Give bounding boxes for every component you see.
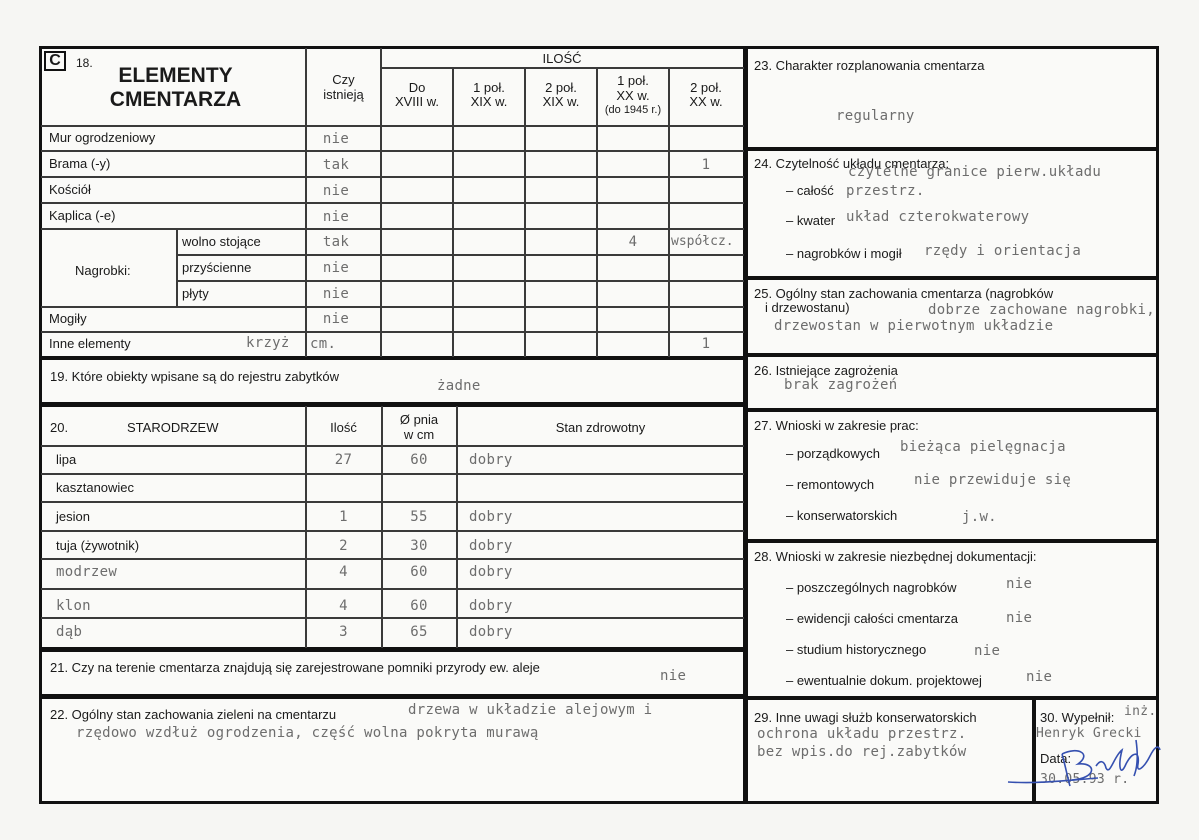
s28-item-4-label: – ewentualnie dokum. projektowej <box>786 673 982 688</box>
grid-line <box>41 176 744 178</box>
s27-kons-value: j.w. <box>962 509 997 525</box>
wolno-note: współcz. <box>671 234 734 249</box>
col-exists-line1: Czy <box>332 72 355 87</box>
tree-health: dobry <box>469 624 513 640</box>
s28-item-4-value: nie <box>1026 669 1053 685</box>
s27-rem-value: nie przewiduje się <box>914 472 1072 488</box>
tree-name: lipa <box>56 452 77 467</box>
grid-line <box>456 406 458 648</box>
qty-inne-p5: 1 <box>701 336 711 352</box>
exists-kosciol: nie <box>322 183 350 199</box>
tree-name: klon <box>56 598 91 614</box>
s22-value-line1: drzewa w układzie alejowym i <box>408 702 653 718</box>
s19-value: żadne <box>437 378 481 394</box>
s24-label: 24. Czytelność układu cmentarza: <box>754 156 950 171</box>
grid-line <box>41 588 744 590</box>
trees-title: STARODRZEW <box>127 420 219 435</box>
period-3-l2: XIX w. <box>542 94 580 109</box>
tree-diam: 60 <box>410 564 428 580</box>
grid-line <box>177 280 744 282</box>
s24-calosc-label: – całość <box>786 183 834 198</box>
s23-value: regularny <box>836 108 915 124</box>
tree-qty: 4 <box>339 564 348 580</box>
grid-line <box>668 68 670 357</box>
grid-line <box>41 501 744 503</box>
row-label-kosciol: Kościół <box>49 182 91 197</box>
period-header-3 <box>525 81 597 109</box>
exists-mur: nie <box>322 131 350 147</box>
grid-line <box>41 306 744 308</box>
s28-item-1-label: – poszczególnych nagrobków <box>786 580 957 595</box>
exists-kaplica: nie <box>322 209 350 225</box>
tree-qty: 1 <box>339 509 348 525</box>
period-2-l1: 1 poł. <box>473 80 505 95</box>
s28-item-2-value: nie <box>1006 610 1033 626</box>
period-1-l2: XVIII w. <box>394 94 440 109</box>
grid-line <box>41 473 744 475</box>
tree-qty: 4 <box>339 598 348 614</box>
s30-filled-name: Henryk Grecki <box>1036 726 1142 741</box>
grid-line <box>381 67 744 69</box>
s21-value: nie <box>660 668 687 684</box>
period-header-1 <box>381 81 453 109</box>
s25-value-line1: dobrze zachowane nagrobki, <box>928 302 1155 318</box>
row-label-kaplica: Kaplica (-e) <box>49 208 116 223</box>
s24-nagrobkow-label: – nagrobków i mogił <box>786 246 902 261</box>
trees-col-qty: Ilość <box>330 420 357 435</box>
s24-nagrobkow-value: rzędy i orientacja <box>924 243 1082 259</box>
s29-value-line2: bez wpis.do rej.zabytków <box>757 744 967 760</box>
s24-kwater-value: układ czterokwaterowy <box>846 209 1030 225</box>
row-label-plyty: płyty <box>182 286 209 301</box>
grid-line <box>41 558 744 560</box>
period-5-l1: 2 poł. <box>690 80 722 95</box>
exists-wolno: tak <box>322 234 350 250</box>
s23-label: 23. Charakter rozplanowania cmentarza <box>754 58 985 73</box>
s29-value-line1: ochrona układu przestrz. <box>757 726 967 742</box>
row-label-przyscienne: przyścienne <box>182 260 252 275</box>
col-exists-header <box>306 72 381 102</box>
period-3-l1: 2 poł. <box>545 80 577 95</box>
row-label-nagrobki: Nagrobki: <box>75 263 131 278</box>
tree-qty: 2 <box>339 538 348 554</box>
grid-line <box>41 445 744 447</box>
s28-item-2-label: – ewidencji całości cmentarza <box>786 611 958 626</box>
s21-label: 21. Czy na terenie cmentarza znajdują się zarejestrowane pomniki przyrody ew. aleje <box>50 660 540 675</box>
tree-name: modrzew <box>56 564 118 580</box>
s28-item-3-label: – studium historycznego <box>786 642 927 657</box>
grid-line <box>41 202 744 204</box>
exists-mogily: nie <box>322 311 350 327</box>
trees-number: 20. <box>50 420 69 435</box>
s27-rem-label: – remontowych <box>786 477 875 492</box>
s29-label: 29. Inne uwagi służb konserwatorskich <box>754 710 977 725</box>
tree-health: dobry <box>469 598 513 614</box>
tree-name: jesion <box>56 509 90 524</box>
s24-kwater-label: – kwater <box>786 213 836 228</box>
grid-line <box>176 228 178 306</box>
grid-line <box>41 617 744 619</box>
s30-date-value: 30.05.93 r. <box>1040 772 1130 787</box>
s27-porz-label: – porządkowych <box>786 446 880 461</box>
section-title-line2: CMENTARZA <box>109 88 242 111</box>
exists-brama: tak <box>322 157 350 173</box>
s27-porz-value: bieżąca pielęgnacja <box>900 439 1066 455</box>
trees-col-diam-line2: w cm <box>403 427 435 442</box>
tree-diam: 30 <box>410 538 428 554</box>
exists-przyscienne: nie <box>322 260 350 276</box>
s27-kons-label: – konserwatorskich <box>786 508 898 523</box>
tree-health: dobry <box>469 538 513 554</box>
s25-label-line2: i drzewostanu) <box>765 300 850 315</box>
col-exists-line2: istnieją <box>323 87 364 102</box>
tree-diam: 65 <box>410 624 428 640</box>
section-title-line1: ELEMENTY <box>118 64 233 87</box>
grid-line <box>452 68 454 357</box>
s24-calosc-value-line1: czytelne granice pierw.układu <box>848 164 1102 180</box>
tree-name: tuja (żywotnik) <box>56 538 140 553</box>
section-letter-box: C <box>44 51 66 71</box>
grid-line <box>596 68 598 357</box>
grid-line <box>41 228 744 230</box>
tree-diam: 55 <box>410 509 428 525</box>
s28-label: 28. Wnioski w zakresie niezbędnej dokumentacji: <box>754 549 1037 564</box>
s24-calosc-value-line2: przestrz. <box>846 183 925 199</box>
period-header-2 <box>453 81 525 109</box>
period-4-l3: (do 1945 r.) <box>604 104 662 116</box>
s30-filled-label: 30. Wypełnił: <box>1040 710 1115 725</box>
row-label-mogily: Mogiły <box>49 311 87 326</box>
s26-label: 26. Istniejące zagrożenia <box>754 363 898 378</box>
trees-col-diam-line1: Ø pnia <box>399 412 439 427</box>
period-2-l2: XIX w. <box>470 94 508 109</box>
section-title <box>88 64 263 112</box>
period-1-l1: Do <box>408 80 426 95</box>
tree-qty: 27 <box>334 452 353 468</box>
row-label-wolno: wolno stojące <box>182 234 261 249</box>
col-qty-header: ILOŚĆ <box>542 51 582 66</box>
period-5-l2: XX w. <box>689 94 723 109</box>
s25-label-line1: 25. Ogólny stan zachowania cmentarza (nagrobków <box>754 286 1054 301</box>
period-4-l1: 1 poł. <box>617 73 649 88</box>
qty-wolno-p4: 4 <box>628 234 638 250</box>
trees-col-diam <box>382 412 456 442</box>
grid-line <box>41 125 744 127</box>
s27-label: 27. Wnioski w zakresie prac: <box>754 418 919 433</box>
s28-item-3-value: nie <box>974 643 1001 659</box>
period-header-4 <box>597 73 669 118</box>
s22-label: 22. Ogólny stan zachowania zieleni na cmentarzu <box>50 707 337 722</box>
section-number: 18. <box>76 56 93 70</box>
s30-filled-title: inż. <box>1124 704 1157 719</box>
tree-diam: 60 <box>410 598 428 614</box>
row-label-brama: Brama (-y) <box>49 156 111 171</box>
s30-date-label: Data: <box>1040 751 1072 766</box>
s26-value: brak zagrożeń <box>784 377 898 393</box>
qty-brama-p5: 1 <box>701 157 711 173</box>
s25-value-line2: drzewostan w pierwotnym układzie <box>774 318 1054 334</box>
grid-line <box>41 150 744 152</box>
signature-icon <box>1000 720 1170 800</box>
s22-value-line2: rzędowo wzdłuż ogrodzenia, część wolna pokryta murawą <box>76 725 539 741</box>
tree-health: dobry <box>469 564 513 580</box>
grid-line <box>41 530 744 532</box>
row-label-inne: Inne elementy <box>49 336 131 351</box>
exists-plyty: nie <box>322 286 350 302</box>
tree-health: dobry <box>469 452 513 468</box>
grid-line <box>177 254 744 256</box>
exists-inne: cm. <box>310 336 337 352</box>
period-4-l2: XX w. <box>616 88 650 103</box>
trees-col-health: Stan zdrowotny <box>555 420 646 435</box>
tree-name: kasztanowiec <box>56 480 135 495</box>
tree-qty: 3 <box>339 624 348 640</box>
s28-item-1-value: nie <box>1006 576 1033 592</box>
inne-value: krzyż <box>246 335 290 351</box>
s19-label: 19. Które obiekty wpisane są do rejestru zabytków <box>50 369 340 384</box>
grid-line <box>41 331 744 333</box>
period-header-5 <box>669 81 743 109</box>
tree-name: dąb <box>56 624 83 640</box>
tree-health: dobry <box>469 509 513 525</box>
tree-diam: 60 <box>410 452 428 468</box>
grid-line <box>524 68 526 357</box>
row-label-mur: Mur ogrodzeniowy <box>49 130 156 145</box>
